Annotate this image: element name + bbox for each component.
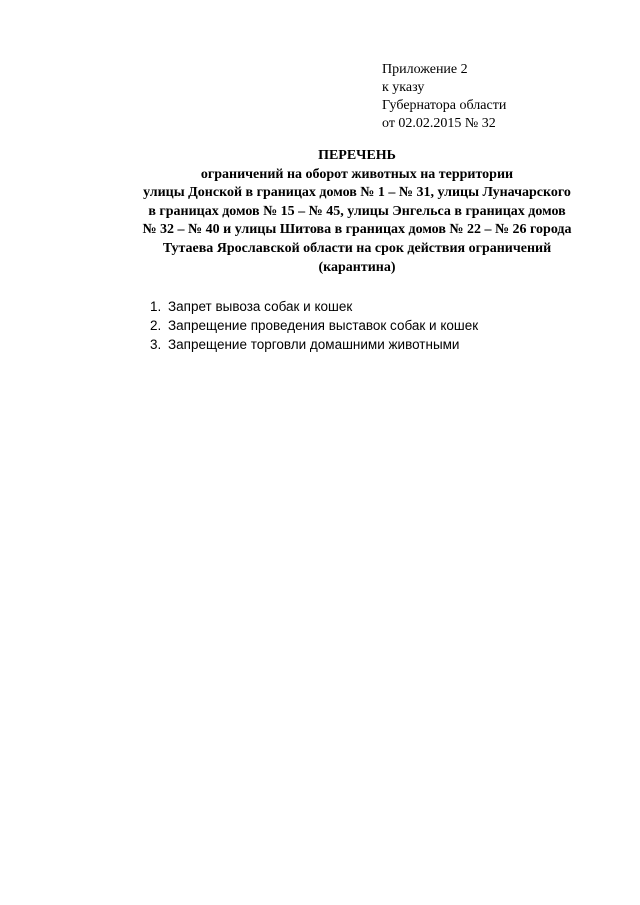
appendix-block <box>382 61 506 133</box>
list-item-number: 2. <box>150 318 162 333</box>
list-item-number: 3. <box>150 337 162 352</box>
appendix-line: к указу <box>382 80 425 95</box>
heading-line: Тутаева Ярославской области на срок действия ограничений <box>162 240 552 256</box>
heading-line: улицы Донской в границах домов № 1 – № 31, улицы Луначарского <box>143 185 571 201</box>
list-item-text: Запрет вывоза собак и кошек <box>168 299 353 314</box>
list-item-text: Запрещение торговли домашними животными <box>168 337 460 352</box>
appendix-line: Приложение 2 <box>382 62 468 77</box>
document-title: ПЕРЕЧЕНЬ <box>318 148 396 163</box>
list-item-number: 1. <box>150 299 162 314</box>
list-item <box>150 335 478 354</box>
list-item <box>150 316 478 335</box>
heading-line: № 32 – № 40 и улицы Шитова в границах домов № 22 – № 26 города <box>142 222 572 238</box>
list-item-text: Запрещение проведения выставок собак и кошек <box>168 318 479 333</box>
appendix-line: Губернатора области <box>382 98 507 113</box>
heading-line: в границах домов № 15 – № 45, улицы Энгельса в границах домов <box>148 203 566 219</box>
list-item <box>150 297 478 316</box>
heading-line: (карантина) <box>318 259 396 275</box>
heading-line: ограничений на оборот животных на территории <box>200 166 514 182</box>
appendix-line: от 02.02.2015 № 32 <box>382 116 496 131</box>
document-heading <box>88 147 626 277</box>
restrictions-list <box>150 297 478 354</box>
